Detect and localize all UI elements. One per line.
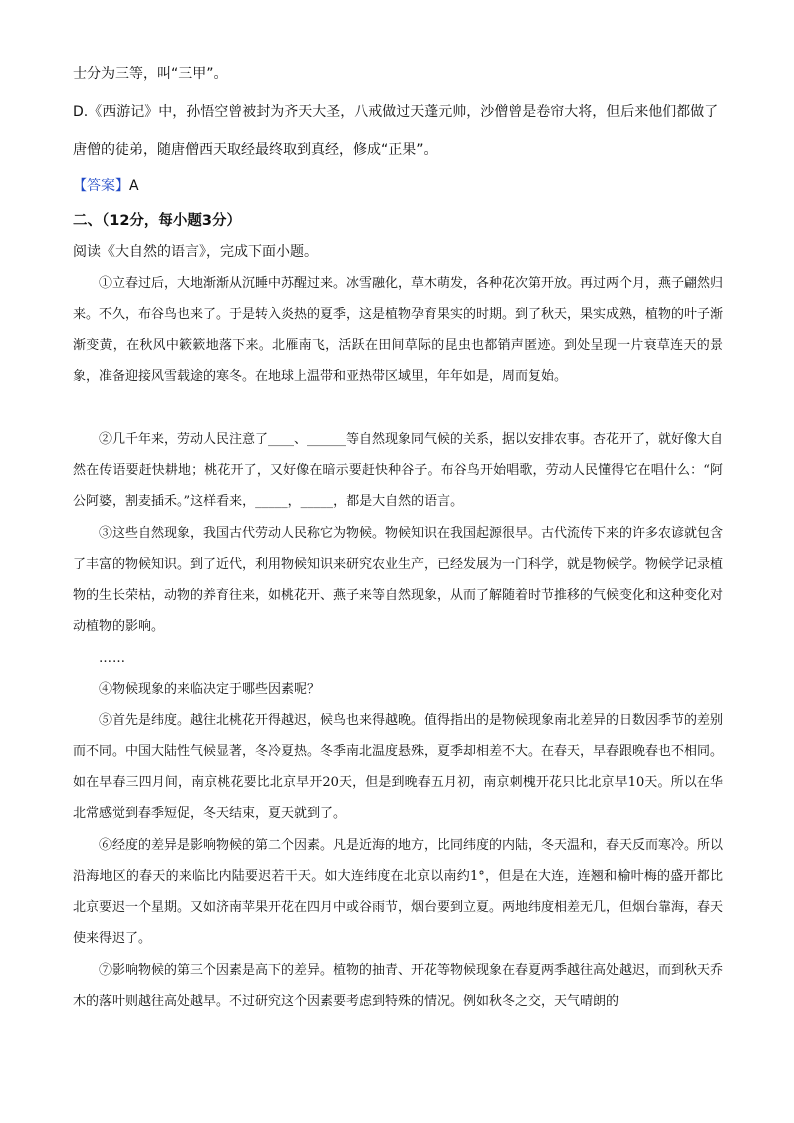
answer-line xyxy=(73,176,723,196)
answer-value: A xyxy=(129,178,139,194)
section-heading: 二、（12分，每小题3分） xyxy=(73,213,242,229)
passage-paragraph-7: ⑦影响物候的第三个因素是高下的差异。植物的抽青、开花等物候现象在春夏两季越往高处越迟，而到秋天乔木的落叶则越往高处越早。不过研究这个因素要考虑到特殊的情况。例如秋冬之交，天气晴朗的 xyxy=(73,963,724,1009)
passage-paragraph-5: ⑤首先是纬度。越往北桃花开得越迟，候鸟也来得越晚。值得指出的是物候现象南北差异的日数因季节的差别而不同。中国大陆性气候显著，冬冷夏热。冬季南北温度悬殊，夏季却相差不大。在春天，早春跟晚春也不相同。如在早春三四月间，南京桃花要比北京早开20天，但是到晚春五月初，南京刺槐开花只比北京早10天。所以在华北常感觉到春季短促，冬天结束，夏天就到了。 xyxy=(73,713,724,821)
passage-ellipsis: …… xyxy=(99,651,125,666)
option-c-tail: 士分为三等，叫“三甲”。 xyxy=(73,66,228,82)
option-d-line2: 唐僧的徒弟，随唐僧西天取经最终取到真经，修成“正果”。 xyxy=(73,142,438,158)
passage-paragraph-1: ①立春过后，大地渐渐从沉睡中苏醒过来。冰雪融化，草木萌发，各种花次第开放。再过两个月，燕子翩然归来。不久，布谷鸟也来了。于是转入炎热的夏季，这是植物孕育果实的时期。到了秋天，果实成熟，植物的叶子渐渐变黄，在秋风中簌簌地落下来。北雁南飞，活跃在田间草际的昆虫也都销声匿迹。到处呈现一片衰草连天的景象，准备迎接风雪载途的寒冬。在地球上温带和亚热带区域里，年年如是，周而复始。 xyxy=(73,276,724,384)
option-d-line1: D.《西游记》中，孙悟空曾被封为齐天大圣，八戒做过天蓬元帅，沙僧曾是卷帘大将，但后来他们都做了 xyxy=(73,104,719,120)
passage-paragraph-6: ⑥经度的差异是影响物候的第二个因素。凡是近海的地方，比同纬度的内陆，冬天温和，春天反而寒冷。所以沿海地区的春天的来临比内陆要迟若干天。如大连纬度在北京以南约1°，但是在大连，连翘和榆叶梅的盛开都比北京要迟一个星期。又如济南苹果开花在四月中或谷雨节，烟台要到立夏。两地纬度相差无几，但烟台靠海，春天使来得迟了。 xyxy=(73,838,724,946)
passage-paragraph-4: ④物候现象的来临决定于哪些因素呢？ xyxy=(99,682,321,697)
passage-paragraph-3: ③这些自然现象，我国古代劳动人民称它为物候。物候知识在我国起源很早。古代流传下来的许多农谚就包含了丰富的物候知识。到了近代，利用物候知识来研究农业生产，已经发展为一门科学，就是物候学。物候学记录植物的生长荣枯，动物的养育往来，如桃花开、燕子来等自然现象，从而了解随着时节推移的气候变化和这种变化对动植物的影响。 xyxy=(73,526,724,634)
answer-tag: 【答案】 xyxy=(73,178,129,194)
reading-instruction: 阅读《大自然的语言》，完成下面小题。 xyxy=(73,244,318,260)
passage-paragraph-2: ②几千年来，劳动人民注意了____、______等自然现象同气候的关系，据以安排农事。杏花开了，就好像大自然在传语要赶快耕地；桃花开了，又好像在暗示要赶快种谷子。布谷鸟开始唱歌，劳动人民懂得它在唱什么：“阿公阿婆，割麦插禾。”这样看来，_____，_____，都是大自然的语言。 xyxy=(73,432,724,509)
